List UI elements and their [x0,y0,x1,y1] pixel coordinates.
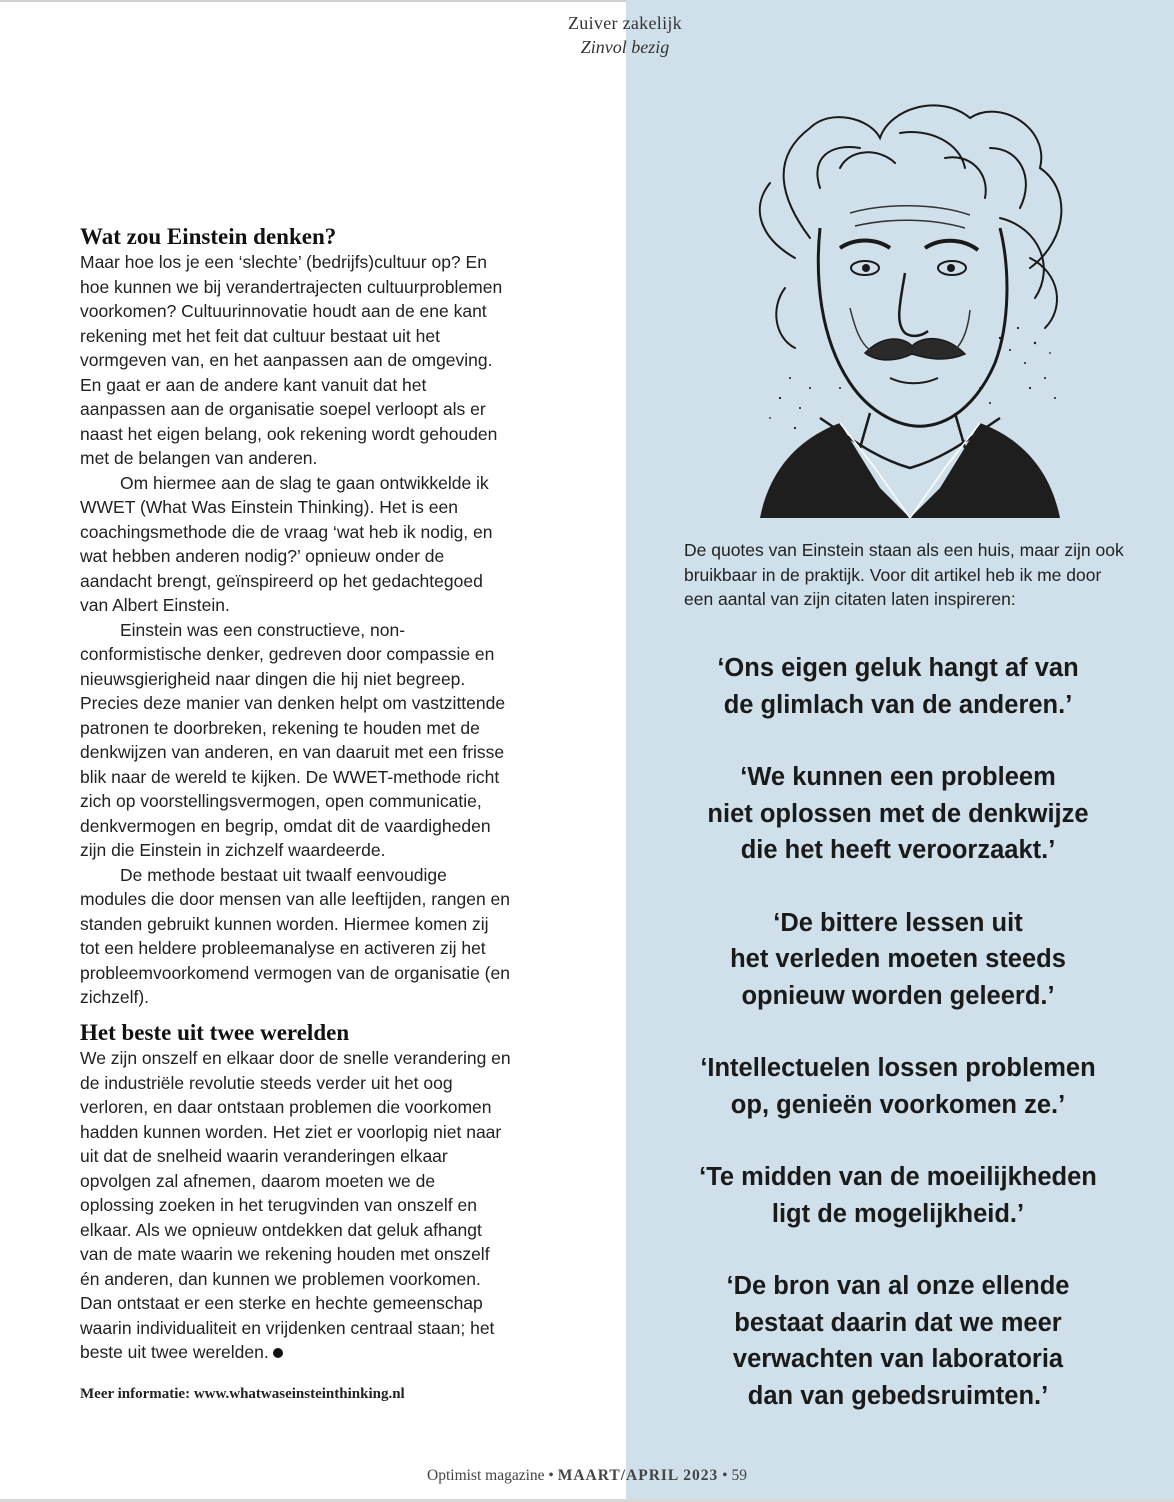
issue-date: MAART/APRIL 2023 [557,1467,719,1484]
quotes-intro: De quotes van Einstein staan als een huis, maar zijn ook bruikbaar in de praktijk. Voor dit artikel heb ik me door een aantal van zijn citaten laten inspireren: [684,540,1124,609]
separator: • [722,1467,732,1484]
end-mark-icon [273,1348,283,1358]
quote: ‘We kunnen een probleem niet oplossen met de denkwijze die het heeft veroorzaakt.’ [707,763,1089,864]
more-info-link[interactable]: Meer informatie: www.whatwaseinsteinthinking.nl [80,1386,405,1402]
article-section-1 [80,224,512,1010]
quote: ‘Ons eigen geluk hangt af van de glimlach van de anderen.’ [717,654,1079,719]
page-number: 59 [731,1467,747,1484]
separator: • [548,1467,558,1484]
body-text: We zijn onszelf en elkaar door de snelle verandering en de industriële revolutie steeds verder uit het oog verloren, en daar ontstaan problemen die voorkomen hadden kunnen worden. Het ziet er voorlopig niet naar uit dat de snelheid waarin veranderingen elkaar opvolgen zal afnemen, daarom moeten we de oplossing zoeken in het terugvinden van onszelf en elkaar. Als we opnieuw ontdekken dat geluk afhangt van de mate waarin we rekening houden met onszelf én anderen, dan kunnen we problemen voorkomen. Dan ontstaat er een sterke en hechte gemeenschap waarin individualiteit en vrijdenken centraal staan; het beste uit twee werelden. [80,1048,511,1362]
section-header [490,12,760,60]
body-paragraph: De methode bestaat uit twaalf eenvoudige modules die door mensen van alle leeftijden, rangen en standen gebruikt kunnen worden. Hiermee komen zij tot een heldere probleemanalyse en activeren zij het probleemvoorkomend vermogen van de organisatie (en zichzelf). [80,864,511,1007]
quote-list [648,650,1148,1450]
quote: ‘De bron van al onze ellende bestaat daarin dat we meer verwachten van laboratoria dan van gebedsruimten.’ [726,1272,1070,1410]
rubric-title: Zuiver zakelijk [568,13,682,33]
section-heading: Het beste uit twee werelden [80,1020,350,1045]
quote: ‘Te midden van de moeilijkheden ligt de mogelijkheid.’ [699,1163,1097,1228]
einstein-portrait [700,88,1100,518]
magazine-name: Optimist magazine [427,1467,545,1484]
quote: ‘Intellectuelen lossen problemen op, genieën voorkomen ze.’ [700,1054,1096,1119]
body-paragraph: Einstein was een constructieve, non-conformistische denker, gedreven door compassie en nieuwsgierigheid naar dingen die hij niet begreep. Precies deze manier van denken helpt om vastzittende patronen te doorbreken, rekening te houden met de denkwijzen van anderen, en van daaruit met een frisse blik naar de wereld te kijken. De WWET-methode richt zich op voorstellingsvermogen, open communicatie, denkvermogen en begrip, omdat dit de vaardigheden zijn die Einstein in zichzelf waardeerde. [80,619,506,860]
body-paragraph: Om hiermee aan de slag te gaan ontwikkelde ik WWET (What Was Einstein Thinking). Het is een coachingsmethode die de vraag ‘wat heb ik nodig, en wat hebben anderen nodig?’ opnieuw onder de aandacht brengt, geïnspireerd op het gedachtegoed van Albert Einstein. [80,472,493,615]
quote: ‘De bittere lessen uit het verleden moeten steeds opnieuw worden geleerd.’ [730,908,1066,1010]
body-paragraph: Maar hoe los je een ‘slechte’ (bedrijfs)cultuur op? En hoe kunnen we bij verandertrajecten cultuurproblemen voorkomen? Cultuurinnovatie houdt aan de ene kant rekening met het feit dat cultuur bestaat uit het vormgeven van, en het aanpassen aan de omgeving. En gaat er aan de andere kant vanuit dat het aanpassen aan de organisatie soepel verloopt als er naast het eigen belang, ook rekening wordt gehouden met de belangen van anderen. [80,252,503,468]
rubric-subtitle: Zinvol bezig [580,37,670,57]
article-section-2 [80,1020,512,1365]
section-heading: Wat zou Einstein denken? [80,224,337,249]
body-paragraph [80,1046,512,1365]
page-footer [0,1467,1174,1485]
